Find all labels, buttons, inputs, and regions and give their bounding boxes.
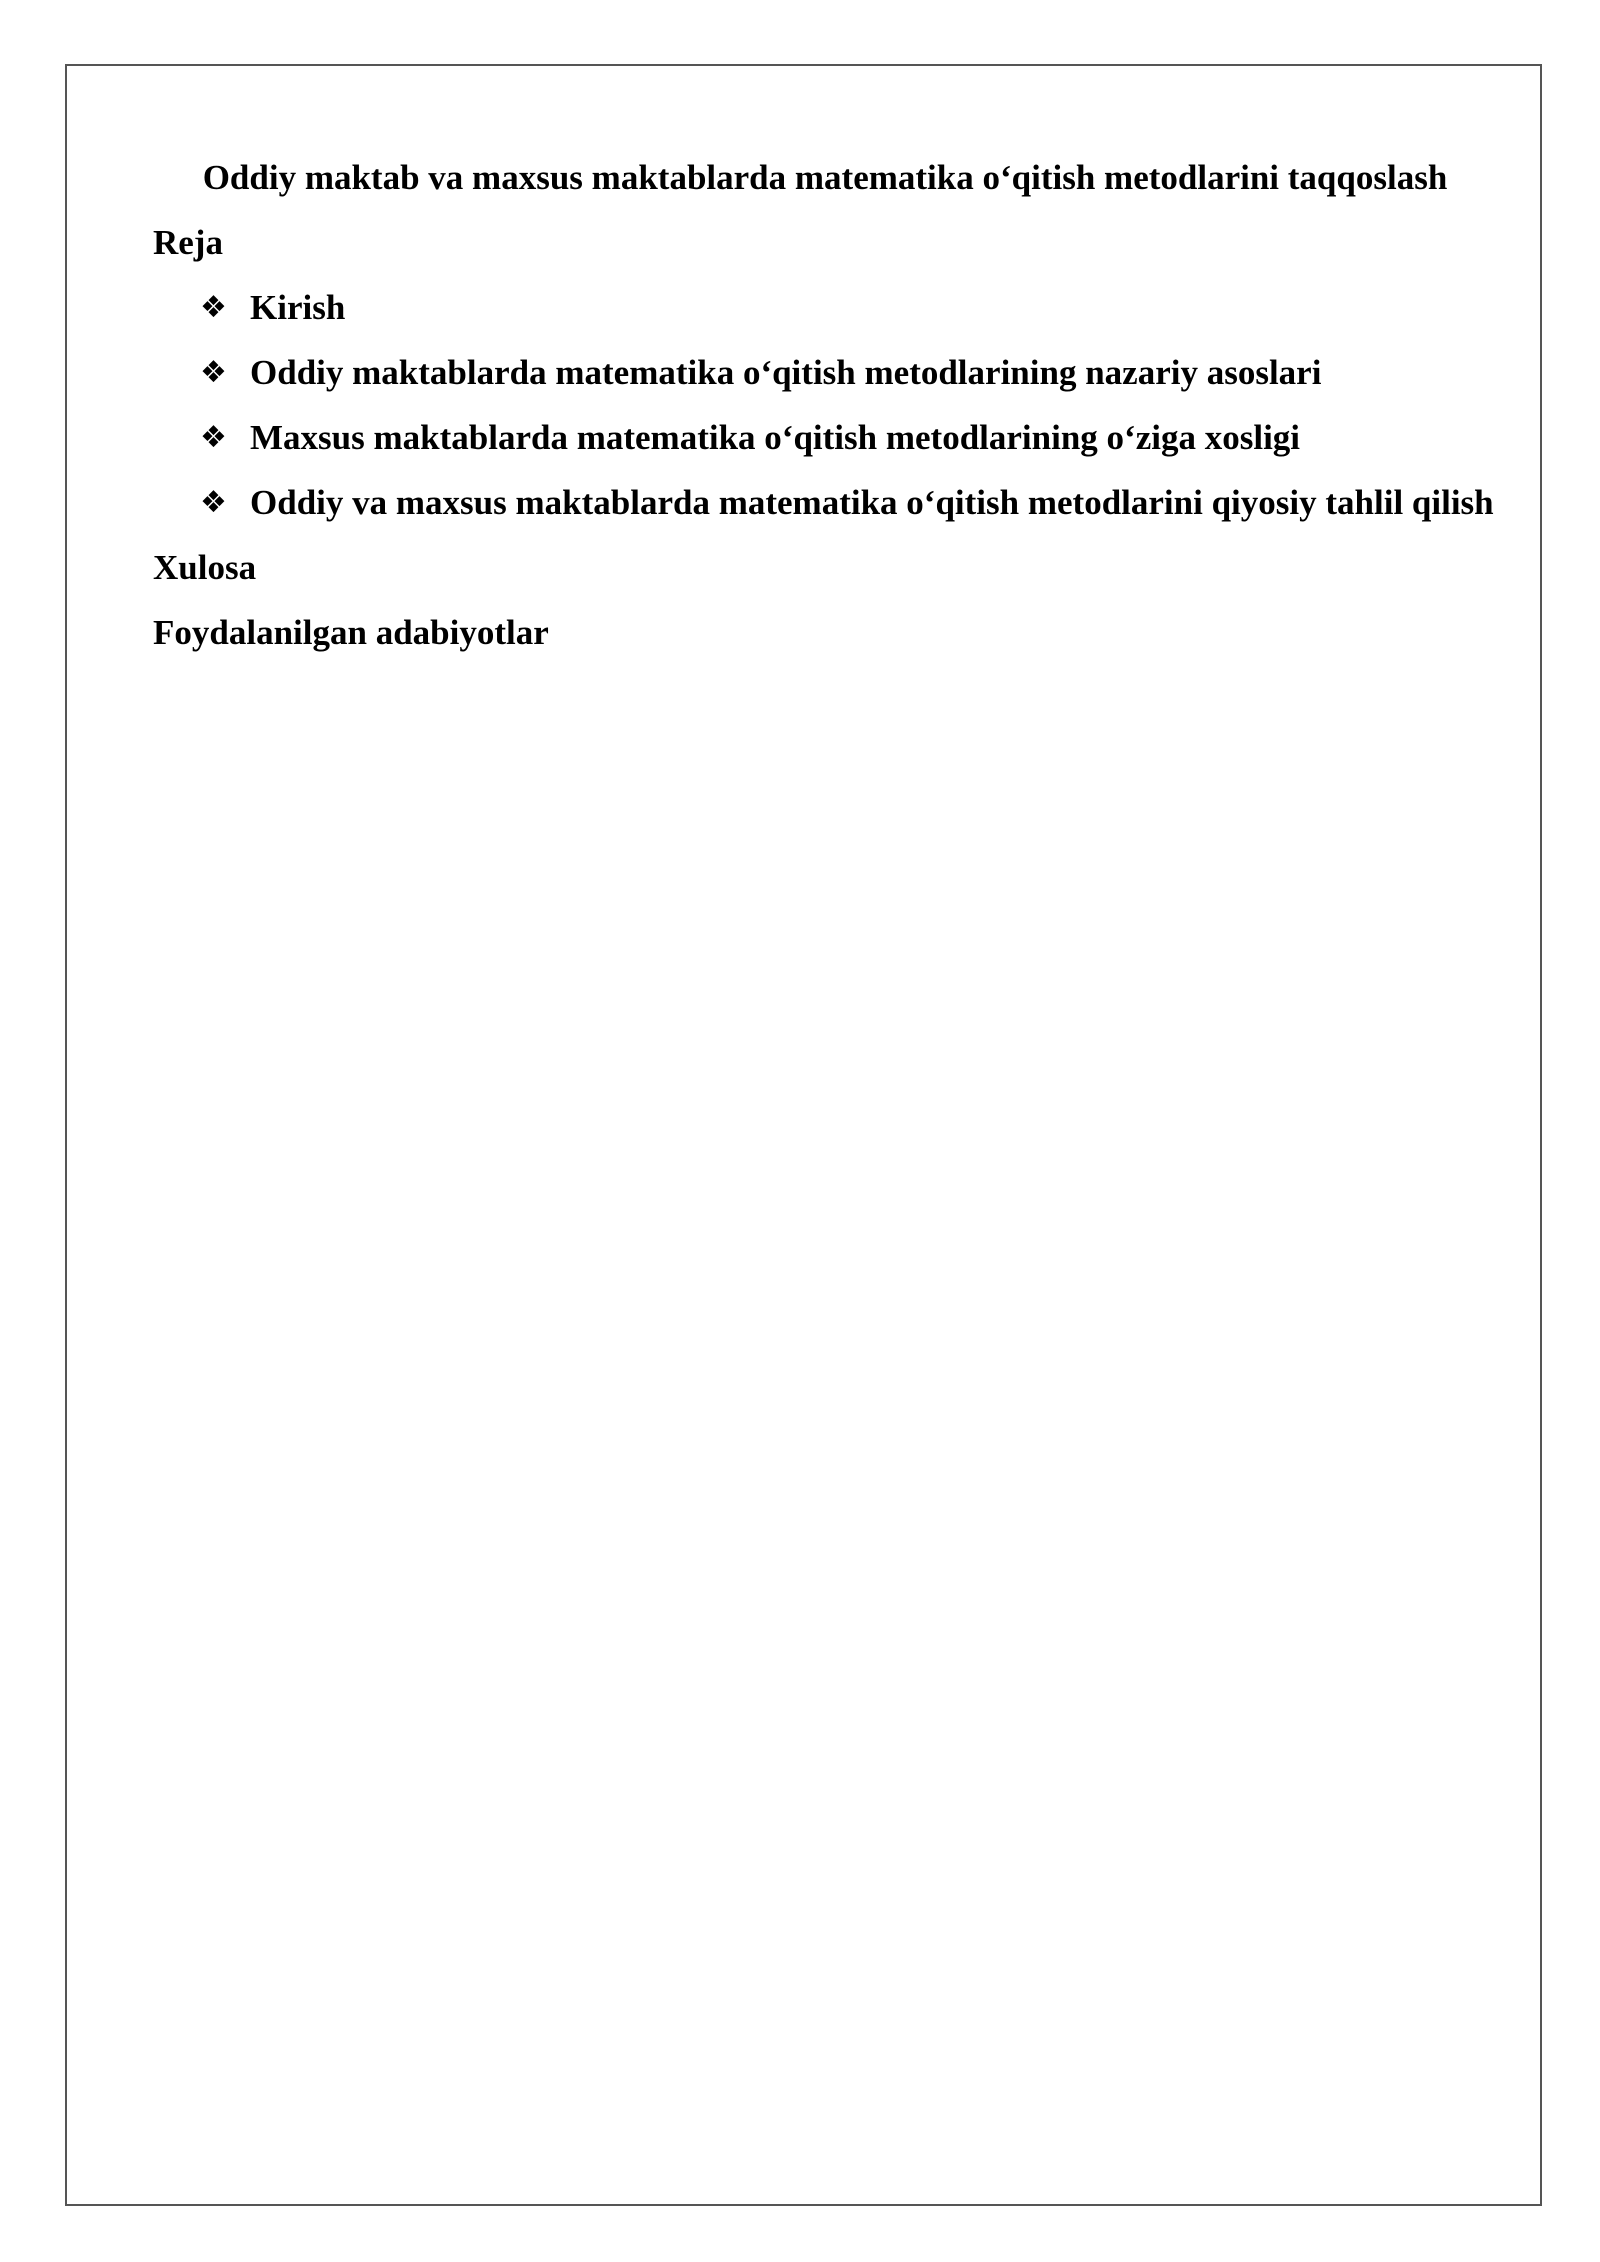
references-heading: Foydalanilgan adabiyotlar [153, 613, 549, 652]
plan-item-label: Oddiy va maxsus maktablarda matematika o‘qitish metodlarini qiyosiy tahlil qilish [250, 483, 1494, 522]
plan-item-label: Maxsus maktablarda matematika o‘qitish metodlarining o‘ziga xosligi [250, 418, 1301, 457]
document-body [153, 145, 1503, 665]
diamond-bullet-icon: ❖ [200, 355, 227, 390]
plan-item-label: Kirish [250, 288, 346, 327]
list-item [200, 340, 1503, 405]
list-item [200, 405, 1503, 470]
plan-item-label: Oddiy maktablarda matematika o‘qitish metodlarining nazariy asoslari [250, 353, 1322, 392]
document-title: Oddiy maktab va maxsus maktablarda matematika o‘qitish metodlarini taqqoslash [202, 158, 1448, 197]
plan-heading: Reja [153, 223, 223, 262]
diamond-bullet-icon: ❖ [200, 420, 227, 455]
diamond-bullet-icon: ❖ [200, 290, 227, 325]
list-item [200, 275, 1503, 340]
diamond-bullet-icon: ❖ [200, 485, 227, 520]
list-item [200, 470, 1503, 535]
plan-list [153, 275, 1503, 535]
conclusion-heading: Xulosa [153, 548, 257, 587]
